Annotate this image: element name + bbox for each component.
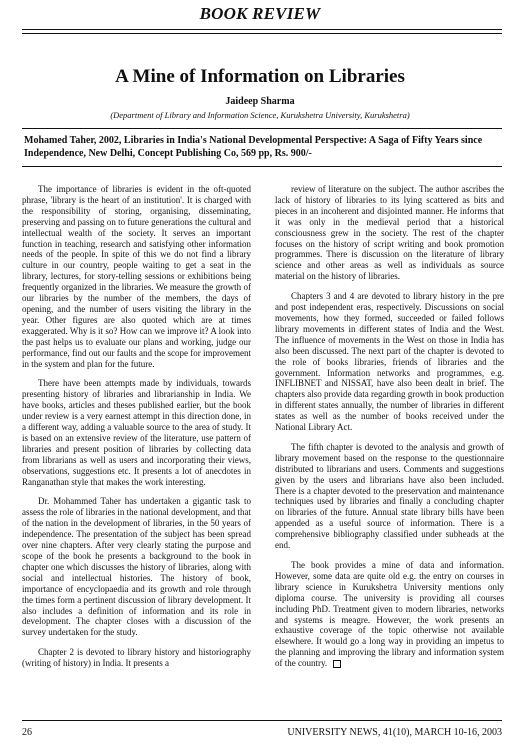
book-reference: Mohamed Taher, 2002, Libraries in India's National Developmental Perspective: A Saga of Fifty Years since Independence, New Delhi, Concept Publishing Co, 569 pp, Rs. 900/-: [24, 135, 483, 159]
paragraph: Dr. Mohammed Taher has undertaken a gigantic task to assess the role of libraries in the national development, and that of the nation in the development of libraries, in the 50 years of independence. The presentation of the subject has been spread over nine chapters. After very clearly stating the purpose and scope of the book he presents a background to the book in chapter one which discusses the history of libraries, along with social and intellectual histories. The history of book, importance of encyclopaedia and its growth and role through the times form a pertinent discussion of library development. It also includes a definition of information and its role in development. The chapter closes with a discussion of the survey undertaken for the study.: [22, 496, 251, 638]
right-column: [275, 184, 504, 744]
paragraph: Chapter 2 is devoted to library history and historiography (writing of history) in India. It presents a: [22, 647, 251, 669]
article-title: A Mine of Information on Libraries: [115, 66, 405, 87]
header-rule-top: [22, 29, 502, 30]
header-rule-bottom: [22, 33, 502, 34]
paragraph: The importance of libraries is evident in the oft-quoted phrase, 'library is the heart of an institution'. It is charged with the responsibility of storing, organising, disseminating, preserving and passing on to future generations the cultural and intellectual wealth of the society. It serves an important function in teaching, research and satisfying other information needs of the people. In spite of this we do not find a library culture in our country, people waiting to get a seat in the library, lectures, for story-telling sessions or exhibitions being frequently organized in the libraries. We measure the growth of our libraries by the number of the members, the days of opening, and the number of users visiting the library in the year. Other figures are also quoted which are at times exaggerated. Why is it so? How can we improve it? A look into the past helps us to evaluate our plans and working, judge our performance, find out our faults and the scope for improvement in the system and plan for the future.: [22, 184, 251, 369]
author-name: Jaideep Sharma: [225, 96, 295, 107]
author-affiliation: (Department of Library and Information Science, Kurukshetra University, Kurukshetra): [110, 110, 410, 120]
paragraph: [275, 560, 504, 669]
paragraph: Chapters 3 and 4 are devoted to library history in the pre and post independent eras, respectively. Discussions on social movements, how they formed, succeeded or failed follows library movements in different states of India and the West. The influence of movements in the West on those in India has also been discussed. The next part of the chapter is devoted to the role of books libraries, friends of libraries and the government. Information networks and programmes, e.g. INFLIBNET and NISSAT, have also been dealt in brief. The chapters also provide data regarding growth in book production in different states annually, the number of libraries in different states as well as the number of books received under the National Library Act.: [275, 291, 504, 433]
section-header: BOOK REVIEW: [199, 4, 321, 23]
bookref-rule-bottom: [22, 166, 502, 167]
end-of-article-icon: [333, 660, 341, 668]
paragraph: review of literature on the subject. The author ascribes the lack of history of libraries to its lying scattered as bits and pieces in an incoherent and disjointed manner. He informs that it was only in the medieval period that a historical consciousness grew in the society. The rest of the chapter focuses on the history of script writing and book promotion programmes. There is discussion on the literature of library science and other areas as well as individuals as source material on the history of libraries.: [275, 184, 504, 282]
paragraph: There have been attempts made by individuals, towards presenting history of libraries and librarianship in India. We have books, articles and theses published earlier, but the book under review is a very earnest attempt in this direction done, in a different way, adding a valuable source to the area of study. It is based on an extensive review of the literature, use pattern of libraries and present position of libraries by collecting data from librarians as well as users and incorporating their views, observations, suggestions etc. It presents a lot of anecdotes in Ranganathan style that makes the work interesting.: [22, 378, 251, 487]
publication-info: UNIVERSITY NEWS, 41(10), MARCH 10-16, 2003: [287, 727, 502, 738]
paragraph-text: The book provides a mine of data and information. However, some data are quite old e.g. the entry on courses in library science in Kurukshetra University mentions only diploma course. The university is providing all courses including PhD. Treatment given to modern libraries, networks and systems is meagre. However, the work presents an exhaustive coverage of the topic otherwise not available elsewhere. It would go a long way in providing an impetus to the planning and improving the library and information system of the country.: [275, 560, 504, 669]
page-number: 26: [22, 727, 32, 738]
left-column: [22, 184, 251, 744]
bookref-rule-top: [22, 128, 502, 129]
paragraph: The fifth chapter is devoted to the analysis and growth of library movement based on the response to the questionnaire distributed to librarians and users. Comments and suggestions given by the users and librarians have also been included. There is a chapter devoted to the preservation and maintenance techniques used by libraries and finally a concluding chapter on libraries of the future. Annual state library bills have been appended as a useful source of information. There is a comprehensive bibliography classified under subheads at the end.: [275, 441, 504, 551]
footer-rule: [22, 720, 502, 721]
